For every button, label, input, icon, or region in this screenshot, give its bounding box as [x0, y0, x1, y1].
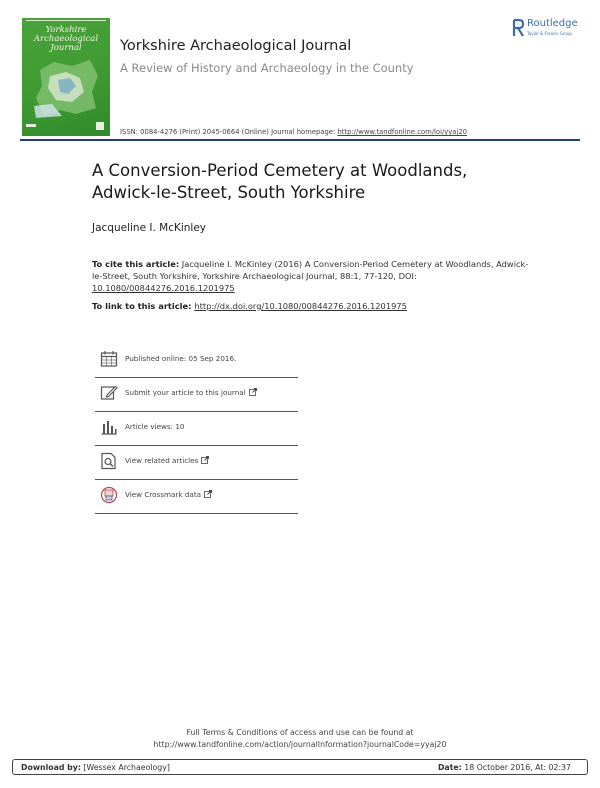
journal-name: Yorkshire Archaeological Journal — [120, 38, 352, 54]
routledge-r-icon — [512, 18, 525, 38]
terms-notice — [0, 727, 600, 751]
terms-line1: Full Terms & Conditions of access and use can be found at — [186, 728, 414, 737]
article-link-block — [92, 300, 532, 312]
cover-title-line1: Yorkshire — [45, 25, 87, 35]
crossmark-row[interactable] — [95, 480, 298, 514]
external-link-icon — [204, 490, 212, 498]
article-title-line1: A Conversion-Period Cemetery at Woodlands, — [92, 161, 468, 180]
cover-title-line2: Archaeological Journal — [33, 34, 99, 53]
journal-subtitle: A Review of History and Archaeology in the County — [120, 61, 414, 75]
journal-homepage-link[interactable]: http://www.tandfonline.com/loi/yyaj20 — [337, 128, 467, 136]
external-link-icon — [201, 456, 209, 464]
download-date-value: 18 October 2016, At: 02:37 — [461, 763, 571, 772]
article-info-list — [95, 344, 298, 514]
publisher-tagline: Taylor & Francis Group — [527, 31, 572, 36]
cover-title — [26, 26, 106, 53]
crossmark-icon — [100, 486, 118, 504]
cite-label: To cite this article: — [92, 259, 180, 269]
related-articles-row[interactable] — [95, 446, 298, 480]
terms-url[interactable]: http://www.tandfonline.com/action/journalInformation?journalCode=yyaj20 — [153, 740, 447, 749]
journal-cover-image[interactable] — [22, 18, 110, 136]
submit-article-link[interactable] — [125, 388, 257, 397]
issn-text: ISSN: 0084-4276 (Print) 2045-0664 (Online) Journal homepage: — [120, 128, 338, 136]
article-doi-link[interactable]: http://dx.doi.org/10.1080/00844276.2016.1201975 — [194, 301, 407, 311]
published-row — [95, 344, 298, 378]
crossmark-label: View Crossmark data — [125, 490, 202, 499]
cite-text: Jacqueline I. McKinley (2016) A Conversion-Period Cemetery at Woodlands, Adwick-le-Street, South Yorkshire, Yorkshire Archaeological Journal, 88:1, 77-120, DOI: — [92, 259, 529, 281]
search-document-icon — [100, 452, 118, 470]
cover-map-graphic — [32, 58, 102, 118]
cover-top-rule — [26, 20, 106, 24]
external-link-icon — [249, 388, 257, 396]
bar-chart-icon — [100, 418, 118, 436]
related-articles-label: View related articles — [125, 456, 199, 465]
downloaded-by — [21, 763, 170, 772]
download-date-label: Date: — [437, 763, 462, 772]
submit-article-row[interactable] — [95, 378, 298, 412]
download-date — [438, 763, 571, 772]
header-divider — [20, 139, 580, 141]
article-author: Jacqueline I. McKinley — [92, 222, 207, 234]
article-title-line2: Adwick-le-Street, South Yorkshire — [92, 183, 366, 202]
link-label: To link to this article: — [92, 301, 195, 311]
article-title — [92, 160, 542, 204]
article-views-row — [95, 412, 298, 446]
published-date: Published online: 05 Sep 2016. — [125, 354, 237, 363]
article-views-count: Article views: 10 — [125, 422, 185, 431]
downloaded-by-value: [Wessex Archaeology] — [80, 763, 170, 772]
related-articles-link[interactable] — [125, 456, 209, 465]
issn-line — [120, 128, 467, 136]
cite-doi-link[interactable]: 10.1080/00844276.2016.1201975 — [92, 283, 235, 293]
publisher-name: Routledge — [527, 18, 578, 29]
download-info-bar — [12, 759, 588, 775]
calendar-icon — [100, 350, 118, 368]
submit-article-label: Submit your article to this journal — [125, 388, 246, 397]
cover-publisher-mark — [26, 122, 106, 130]
edit-icon — [100, 384, 118, 402]
crossmark-link[interactable] — [125, 490, 212, 499]
publisher-logo[interactable] — [512, 18, 592, 42]
downloaded-by-label: Download by: — [21, 763, 81, 772]
citation-block — [92, 258, 532, 294]
